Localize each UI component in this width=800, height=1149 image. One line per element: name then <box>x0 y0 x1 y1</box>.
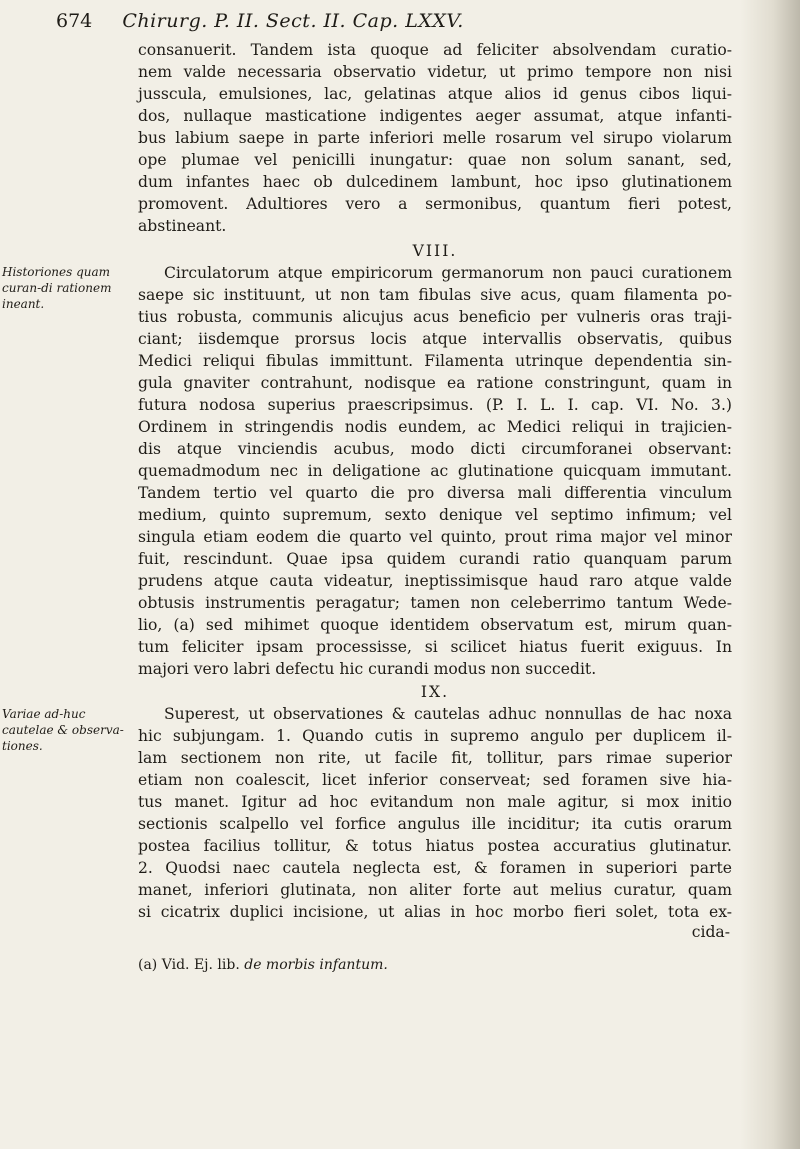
text-line: ciant; iisdemque prorsus locis atque intervallis observatis, quibus <box>138 330 732 348</box>
text-line: fuit, rescindunt. Quae ipsa quidem curandi ratio quanquam parum <box>138 550 732 568</box>
text-line: saepe sic instituunt, ut non tam fibulas sive acus, quam filamenta po- <box>138 286 732 304</box>
text-line: dis atque vinciendis acubus, modo dicti circumforanei observant: <box>138 440 732 458</box>
page-number: 674 <box>56 10 93 32</box>
text-line: nem valde necessaria observatio videtur, ut primo tempore non nisi <box>138 63 732 81</box>
footnote-title: de morbis infantum. <box>244 957 388 973</box>
margin-note-variae: Variae ad-huc cautelae & observa-tiones. <box>2 707 124 753</box>
text-line: 2. Quodsi naec cautela neglecta est, & foramen in superiori parte <box>138 859 732 877</box>
text-line: ope plumae vel penicilli inungatur: quae non solum sanant, sed, <box>138 151 732 169</box>
running-title: Chirurg. P. II. Sect. II. Cap. LXXV. <box>122 10 464 32</box>
text-line: futura nodosa superius praescripsimus. (P. I. L. I. cap. VI. No. 3.) <box>138 396 732 414</box>
text-line: jusscula, emulsiones, lac, gelatinas atque alios id genus cibos liqui- <box>138 85 732 103</box>
text-line: gula gnaviter contrahunt, nodisque ea ratione constringunt, quam in <box>138 374 732 392</box>
text-line: Ordinem in stringendis nodis eundem, ac Medici reliqui in trajicien- <box>138 418 732 436</box>
footnote-marker: (a) <box>138 957 158 973</box>
text-line: lam sectionem non rite, ut facile fit, tollitur, pars rimae superior <box>138 749 732 767</box>
section-number-ix: IX. <box>420 683 450 701</box>
text-line: hic subjungam. 1. Quando cutis in supremo angulo per duplicem il- <box>138 727 732 745</box>
text-line: majori vero labri defectu hic curandi modus non succedit. <box>138 660 597 678</box>
page-edge-shadow <box>740 0 800 1149</box>
text-line: si cicatrix duplici incisione, ut alias in hoc morbo fieri solet, tota ex- <box>138 903 732 921</box>
text-line: sectionis scalpello vel forfice angulus ille inciditur; ita cutis orarum <box>138 815 732 833</box>
text-line: dum infantes haec ob dulcedinem lambunt, hoc ipso glutinationem <box>138 173 732 191</box>
margin-note-historiones: Historiones quam curan-di rationem ineant. <box>2 265 112 311</box>
text-line: tum feliciter ipsam processisse, si scilicet hiatus fuerit exiguus. In <box>138 638 732 656</box>
catchword: cida- <box>691 923 730 941</box>
text-line: Tandem tertio vel quarto die pro diversa mali differentia vinculum <box>138 484 732 502</box>
text-line: medium, quinto supremum, sexto denique vel septimo infimum; vel <box>138 506 732 524</box>
running-header <box>56 10 696 42</box>
footnote <box>138 957 388 973</box>
text-line: tus manet. Igitur ad hoc evitandum non male agitur, si mox initio <box>138 793 732 811</box>
text-line: obtusis instrumentis peragatur; tamen non celeberrimo tantum Wede- <box>138 594 732 612</box>
text-line: Superest, ut observationes & cautelas adhuc nonnullas de hac noxa <box>164 705 732 723</box>
text-line: lio, (a) sed mihimet quoque identidem observatum est, mirum quan- <box>138 616 732 634</box>
section-number-viii: VIII. <box>412 242 458 260</box>
text-line: tius robusta, communis alicujus acus beneficio per vulneris oras traji- <box>138 308 732 326</box>
text-line: quemadmodum nec in deligatione ac glutinatione quicquam immutant. <box>138 462 732 480</box>
text-line: promovent. Adultiores vero a sermonibus, quantum fieri potest, <box>138 195 732 213</box>
text-line: postea facilius tollitur, & totus hiatus postea accuratius glutinatur. <box>138 837 732 855</box>
text-line: dos, nullaque masticatione indigentes aeger assumat, atque infanti- <box>138 107 732 125</box>
text-line: consanuerit. Tandem ista quoque ad feliciter absolvendam curatio- <box>138 41 732 59</box>
footnote-text: Vid. Ej. lib. <box>161 957 240 973</box>
text-line: prudens atque cauta videatur, ineptissimisque haud raro atque valde <box>138 572 732 590</box>
text-line: manet, inferiori glutinata, non aliter forte aut melius curatur, quam <box>138 881 732 899</box>
text-line: bus labium saepe in parte inferiori melle rosarum vel sirupo violarum <box>138 129 732 147</box>
text-line: Medici reliqui fibulas immittunt. Filamenta utrinque dependentia sin- <box>138 352 732 370</box>
text-line: singula etiam eodem die quarto vel quinto, prout rima major vel minor <box>138 528 732 546</box>
text-line: etiam non coalescit, licet inferior conserveat; sed foramen sive hia- <box>138 771 732 789</box>
text-line: abstineant. <box>138 217 227 235</box>
text-line: Circulatorum atque empiricorum germanorum non pauci curationem <box>164 264 732 282</box>
